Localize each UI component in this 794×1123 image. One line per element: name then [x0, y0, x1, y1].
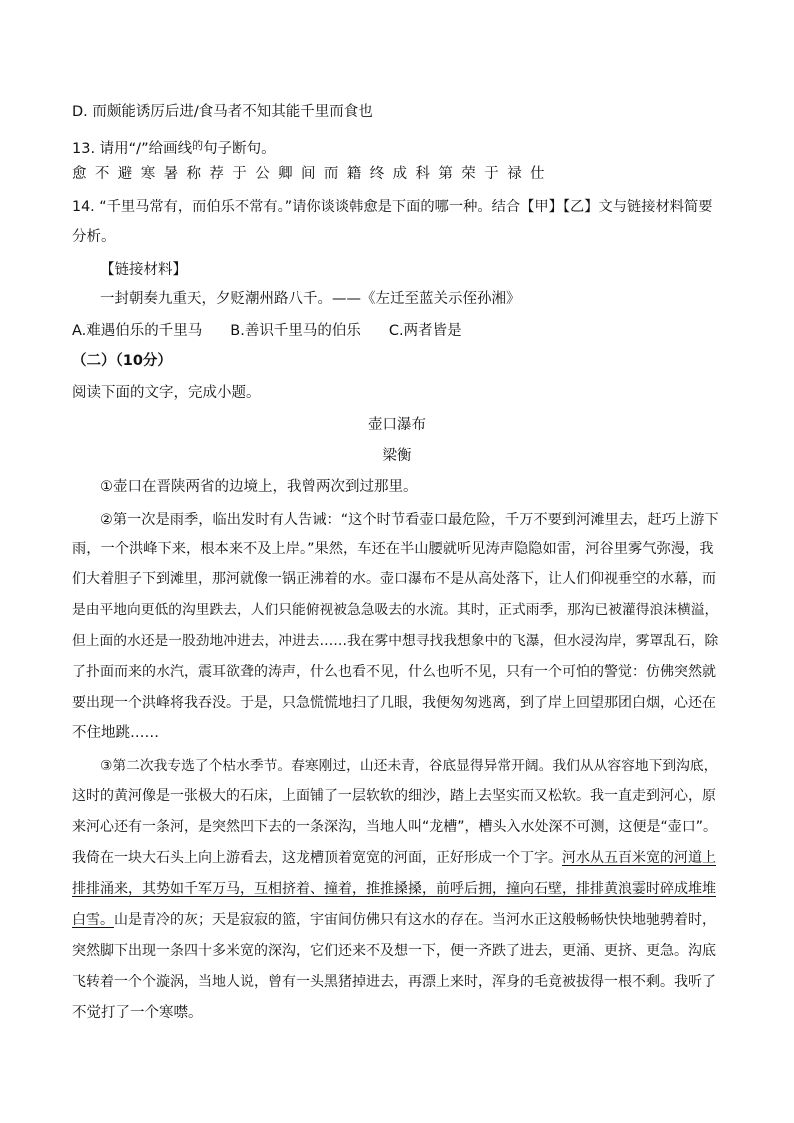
paragraph-3-line: 突然脚下出现一条四十多米宽的深沟，它们还来不及想一下，便一齐跌了进去，更涌、更挤、更急。沟底 — [72, 943, 716, 959]
paragraph-3-line: 这时的黄河像是一张极大的石床，上面铺了一层软软的细沙，踏上去坚实而又松软。我一直走到河心，原 — [72, 788, 716, 804]
paragraph-2-line: 是由平地向更低的沟里跌去，人们只能俯视被急急吸去的水流。其时，正式雨季，那沟已被灌得浪沫横溢， — [72, 602, 719, 618]
question-13-part-b: 句子断句。 — [203, 141, 276, 157]
paragraph-3-line: ③第二次我专选了个枯水季节。春寒刚过，山还未青，谷底显得异常开阔。我们从从容容地下到沟底， — [100, 758, 718, 774]
paragraph-3-line: 来河心还有一条河，是突然凹下去的一条深沟，当地人叫“龙槽”，槽头入水处深不可测，这便是“壶口”。 — [72, 819, 718, 835]
reading-instruction: 阅读下面的文字，完成小题。 — [72, 385, 261, 401]
question-13-small-char: 的 — [192, 139, 204, 152]
question-14-line-1: 14. “千里马常有，而伯乐不常有。”请你谈谈韩愈是下面的哪一种。结合【甲】【乙】文与链接材料简要 — [72, 199, 713, 215]
underlined-sentence: 白雪。 — [72, 912, 114, 928]
link-material-title: 【链接材料】 — [100, 262, 187, 278]
essay-title: 壶口瀑布 — [368, 417, 426, 433]
paragraph-3-line: 不觉打了一个寒噤。 — [72, 1005, 203, 1021]
question-13-passage: 愈不避寒暑称荐于公卿间而籍终成科第荣于禄仕 — [72, 166, 553, 182]
paragraph-2-line: 要出现一个洪峰将我吞没。于是，只急慌慌地扫了几眼，我便匆匆逃离，到了岸上回望那团白烟，心还在 — [72, 695, 716, 711]
section-2-heading: （二）（10分） — [72, 353, 172, 369]
option-b: B.善识千里马的伯乐 — [230, 323, 361, 339]
paragraph-2-line: 但上面的水还是一股劲地冲进去，冲进去……我在雾中想寻找我想象中的飞瀑，但水浸沟岸，雾罩乱石，除 — [72, 633, 719, 649]
answer-options — [72, 320, 722, 342]
paragraph-2-line: ②第一次是雨季，临出发时有人告诫：“这个时节看壶口最危险，千万不要到河滩里去，赶巧上游下 — [100, 512, 719, 528]
paragraph-2-line: 了扑面而来的水汽，震耳欲聋的涛声，什么也看不见，什么也听不见，只有一个可怕的警觉：仿佛突然就 — [72, 664, 716, 680]
underlined-sentence: 河水从五百米宽的河道上 — [562, 850, 716, 866]
option-a: A.难遇伯乐的千里马 — [72, 323, 203, 339]
question-14-line-2: 分析。 — [72, 229, 116, 245]
paragraph-3-plain-text: 山是青冷的灰；天是寂寂的篮，宇宙间仿佛只有这水的存在。当河水正这般畅畅快快地驰骋着时， — [114, 912, 716, 928]
essay-author: 梁衡 — [382, 448, 412, 464]
paragraph-2-line: 不住地跳…… — [72, 725, 159, 741]
paragraph-3-plain-text: 我倚在一块大石头上向上游看去，这龙槽顶着宽宽的河面，正好形成一个丁字。 — [72, 850, 562, 866]
question-13-part-a: 13. 请用“/”给画线 — [72, 141, 193, 157]
paragraph-3-line: 飞转着一个个漩涡，当地人说，曾有一头黑猪掉进去，再漂上来时，浑身的毛竟被拔得一根不剩。我听了 — [72, 974, 716, 990]
underlined-sentence: 排排涌来，其势如千军万马，互相挤着、撞着，推推搡搡，前呼后拥，撞向石壁，排排黄浪霎时碎成堆堆 — [72, 881, 716, 897]
paragraph-3-line — [72, 847, 722, 869]
option-c: C.两者皆是 — [388, 323, 462, 339]
option-d: D. 而颇能诱厉后进/食马者不知其能千里而食也 — [72, 104, 373, 120]
link-material-text: 一封朝奏九重天，夕贬潮州路八千。——《左迁至蓝关示侄孙湘》 — [100, 291, 521, 307]
paragraph-2-line: 雨，一个洪峰下来，根本来不及上岸。”果然，车还在半山腰就听见涛声隐隐如雷，河谷里雾气弥漫，我 — [72, 541, 714, 557]
question-13 — [72, 135, 722, 160]
paragraph-2-line: 们大着胆子下到滩里，那河就像一锅正沸着的水。壶口瀑布不是从高处落下，让人们仰视垂空的水幕，而 — [72, 571, 716, 587]
paragraph-3-line — [72, 909, 722, 931]
paragraph-1: ①壶口在晋陕两省的边境上，我曾两次到过那里。 — [100, 479, 418, 495]
